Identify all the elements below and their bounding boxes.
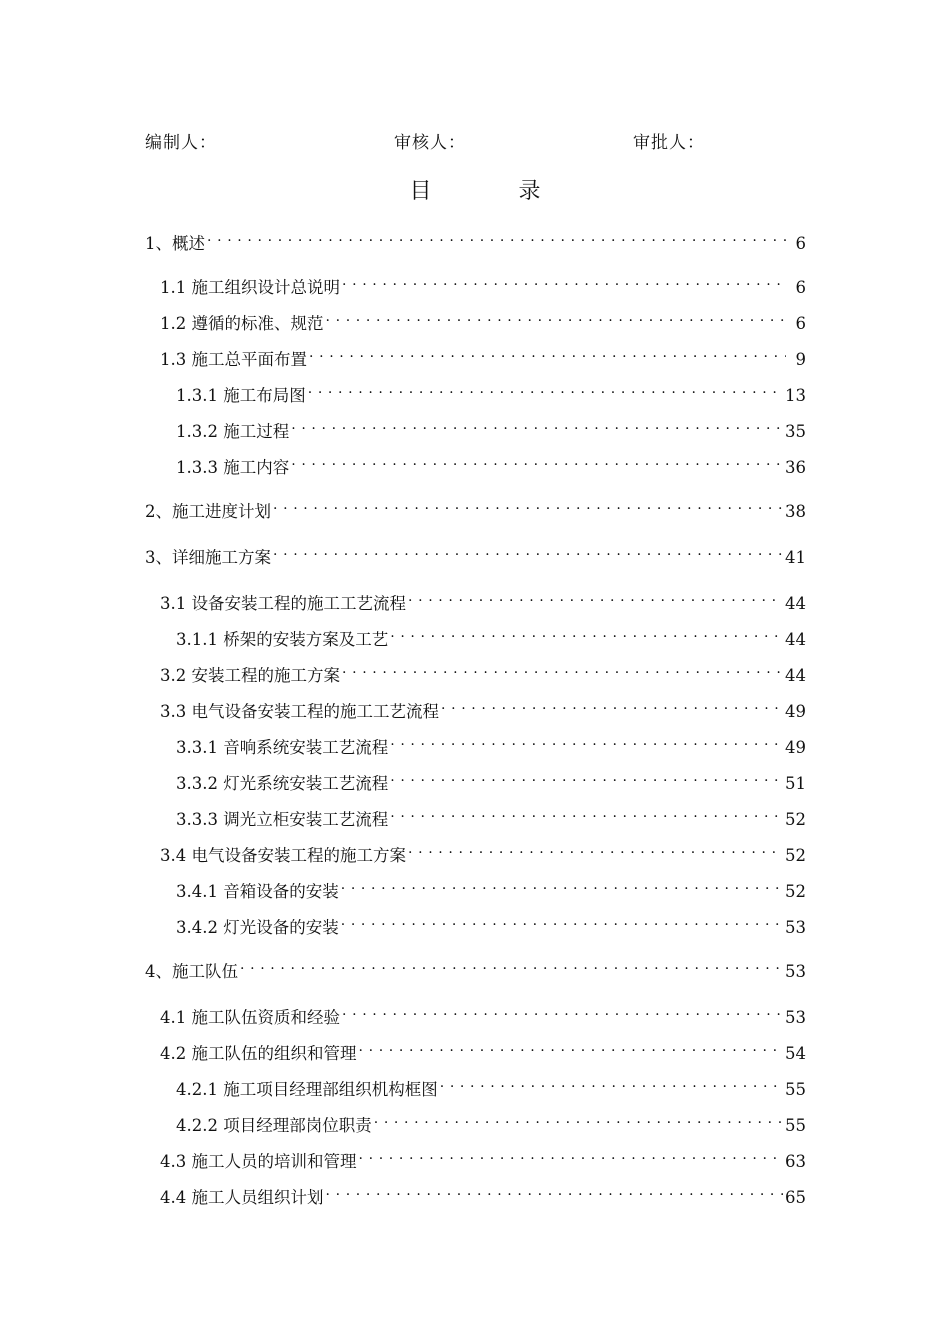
toc-entry-page-number: 54: [785, 1044, 806, 1063]
toc-entry[interactable]: [176, 801, 806, 829]
toc-entry-page-number: 49: [785, 738, 806, 757]
toc-dot-leader: [374, 1107, 783, 1131]
toc-entry-page-number: 49: [785, 702, 806, 721]
toc-entry-page-number: 9: [795, 350, 806, 369]
toc-entry[interactable]: [145, 225, 806, 253]
toc-entry[interactable]: [176, 449, 806, 477]
toc-entry-page-number: 53: [785, 1008, 806, 1027]
toc-dot-leader: [207, 225, 786, 249]
toc-dot-leader: [359, 1143, 784, 1167]
toc-dot-leader: [326, 1179, 784, 1203]
toc-entry-label: 4.1 施工队伍资质和经验: [160, 1008, 340, 1027]
toc-dot-leader: [342, 269, 786, 293]
toc-entry-page-number: 6: [795, 234, 806, 253]
toc-entry-label: 1.1 施工组织设计总说明: [160, 278, 340, 297]
toc-entry[interactable]: [160, 1035, 806, 1063]
toc-entry-label: 4、施工队伍: [145, 962, 238, 981]
toc-entry-page-number: 6: [795, 278, 806, 297]
signature-row: [0, 128, 950, 152]
toc-entry[interactable]: [160, 585, 806, 613]
approver-label: 审批人：: [633, 133, 705, 153]
toc-entry-label: 4.2.2 项目经理部岗位职责: [176, 1116, 372, 1135]
toc-dot-leader: [309, 341, 786, 365]
toc-dot-leader: [408, 585, 783, 609]
toc-entry[interactable]: [176, 765, 806, 793]
toc-entry-page-number: 6: [795, 314, 806, 333]
toc-dot-leader: [341, 873, 783, 897]
toc-entry-page-number: 55: [785, 1116, 806, 1135]
toc-entry-label: 1.3 施工总平面布置: [160, 350, 307, 369]
toc-entry[interactable]: [160, 269, 806, 297]
toc-dot-leader: [390, 765, 783, 789]
toc-entry-page-number: 13: [785, 386, 806, 405]
toc-entry-page-number: 63: [785, 1152, 806, 1171]
toc-dot-leader: [440, 1071, 783, 1095]
toc-entry-page-number: 55: [785, 1080, 806, 1099]
toc-title: 目 录: [409, 179, 581, 204]
toc-entry-page-number: 51: [785, 774, 806, 793]
toc-entry-page-number: 44: [785, 594, 806, 613]
toc-entry-label: 1、概述: [145, 234, 205, 253]
toc-entry-page-number: 44: [785, 630, 806, 649]
toc-dot-leader: [291, 413, 783, 437]
toc-dot-leader: [240, 953, 783, 977]
toc-entry-label: 3.1 设备安装工程的施工工艺流程: [160, 594, 406, 613]
toc-entry-page-number: 38: [785, 502, 806, 521]
toc-dot-leader: [359, 1035, 784, 1059]
toc-entry-label: 3.1.1 桥架的安装方案及工艺: [176, 630, 389, 649]
toc-entry-label: 1.3.1 施工布局图: [176, 386, 306, 405]
toc-dot-leader: [342, 657, 783, 681]
toc-entry[interactable]: [160, 341, 806, 369]
toc-entry-label: 4.2 施工队伍的组织和管理: [160, 1044, 357, 1063]
reviewer-label: 审核人：: [394, 133, 466, 153]
toc-entry[interactable]: [160, 305, 806, 333]
toc-dot-leader: [291, 449, 783, 473]
toc-dot-leader: [390, 801, 783, 825]
toc-entry-page-number: 52: [785, 846, 806, 865]
toc-entry-label: 4.2.1 施工项目经理部组织机构框图: [176, 1080, 438, 1099]
toc-entry[interactable]: [176, 909, 806, 937]
toc-entry-page-number: 52: [785, 882, 806, 901]
toc-entry[interactable]: [160, 693, 806, 721]
toc-entry-page-number: 36: [785, 458, 806, 477]
toc-dot-leader: [273, 493, 783, 517]
toc-dot-leader: [341, 909, 783, 933]
toc-entry-label: 1.3.2 施工过程: [176, 422, 290, 441]
toc-entry-label: 4.3 施工人员的培训和管理: [160, 1152, 357, 1171]
toc-dot-leader: [326, 305, 787, 329]
toc-entry[interactable]: [176, 1107, 806, 1135]
toc-entry-label: 3.3.2 灯光系统安装工艺流程: [176, 774, 389, 793]
toc-entry-page-number: 53: [785, 918, 806, 937]
toc-entry[interactable]: [160, 1143, 806, 1171]
toc-entry[interactable]: [145, 953, 806, 981]
toc-entry[interactable]: [160, 999, 806, 1027]
toc-entry[interactable]: [160, 837, 806, 865]
toc-dot-leader: [390, 729, 783, 753]
toc-dot-leader: [273, 539, 783, 563]
toc-entry-page-number: 65: [785, 1188, 806, 1207]
toc-entry[interactable]: [176, 873, 806, 901]
toc-entry-page-number: 44: [785, 666, 806, 685]
toc-entry-label: 3.4 电气设备安装工程的施工方案: [160, 846, 406, 865]
toc-entry[interactable]: [176, 413, 806, 441]
toc-entry[interactable]: [176, 1071, 806, 1099]
editor-label: 编制人：: [145, 133, 217, 153]
toc-entry-label: 2、施工进度计划: [145, 502, 271, 521]
toc-dot-leader: [308, 377, 783, 401]
toc-entry-label: 3.3.3 调光立柜安装工艺流程: [176, 810, 389, 829]
toc-entry-label: 3.4.2 灯光设备的安装: [176, 918, 339, 937]
toc-entry-label: 1.3.3 施工内容: [176, 458, 290, 477]
toc-entry[interactable]: [160, 1179, 806, 1207]
toc-entry[interactable]: [145, 493, 806, 521]
toc-entry[interactable]: [145, 539, 806, 567]
toc-entry-label: 1.2 遵循的标准、规范: [160, 314, 324, 333]
toc-entry-page-number: 41: [785, 548, 806, 567]
toc-entry[interactable]: [160, 657, 806, 685]
toc-dot-leader: [408, 837, 783, 861]
toc-dot-leader: [441, 693, 783, 717]
toc-entry-page-number: 52: [785, 810, 806, 829]
toc-entry[interactable]: [176, 729, 806, 757]
toc-entry[interactable]: [176, 377, 806, 405]
toc-entry-label: 3.2 安装工程的施工方案: [160, 666, 340, 685]
toc-entry-label: 3.4.1 音箱设备的安装: [176, 882, 339, 901]
toc-dot-leader: [390, 621, 783, 645]
toc-entry-page-number: 53: [785, 962, 806, 981]
toc-entry-label: 4.4 施工人员组织计划: [160, 1188, 324, 1207]
toc-dot-leader: [342, 999, 783, 1023]
toc-entry-label: 3、详细施工方案: [145, 548, 271, 567]
toc-entry-page-number: 35: [785, 422, 806, 441]
toc-entry-label: 3.3.1 音响系统安装工艺流程: [176, 738, 389, 757]
toc-entry-label: 3.3 电气设备安装工程的施工工艺流程: [160, 702, 439, 721]
toc-entry[interactable]: [176, 621, 806, 649]
